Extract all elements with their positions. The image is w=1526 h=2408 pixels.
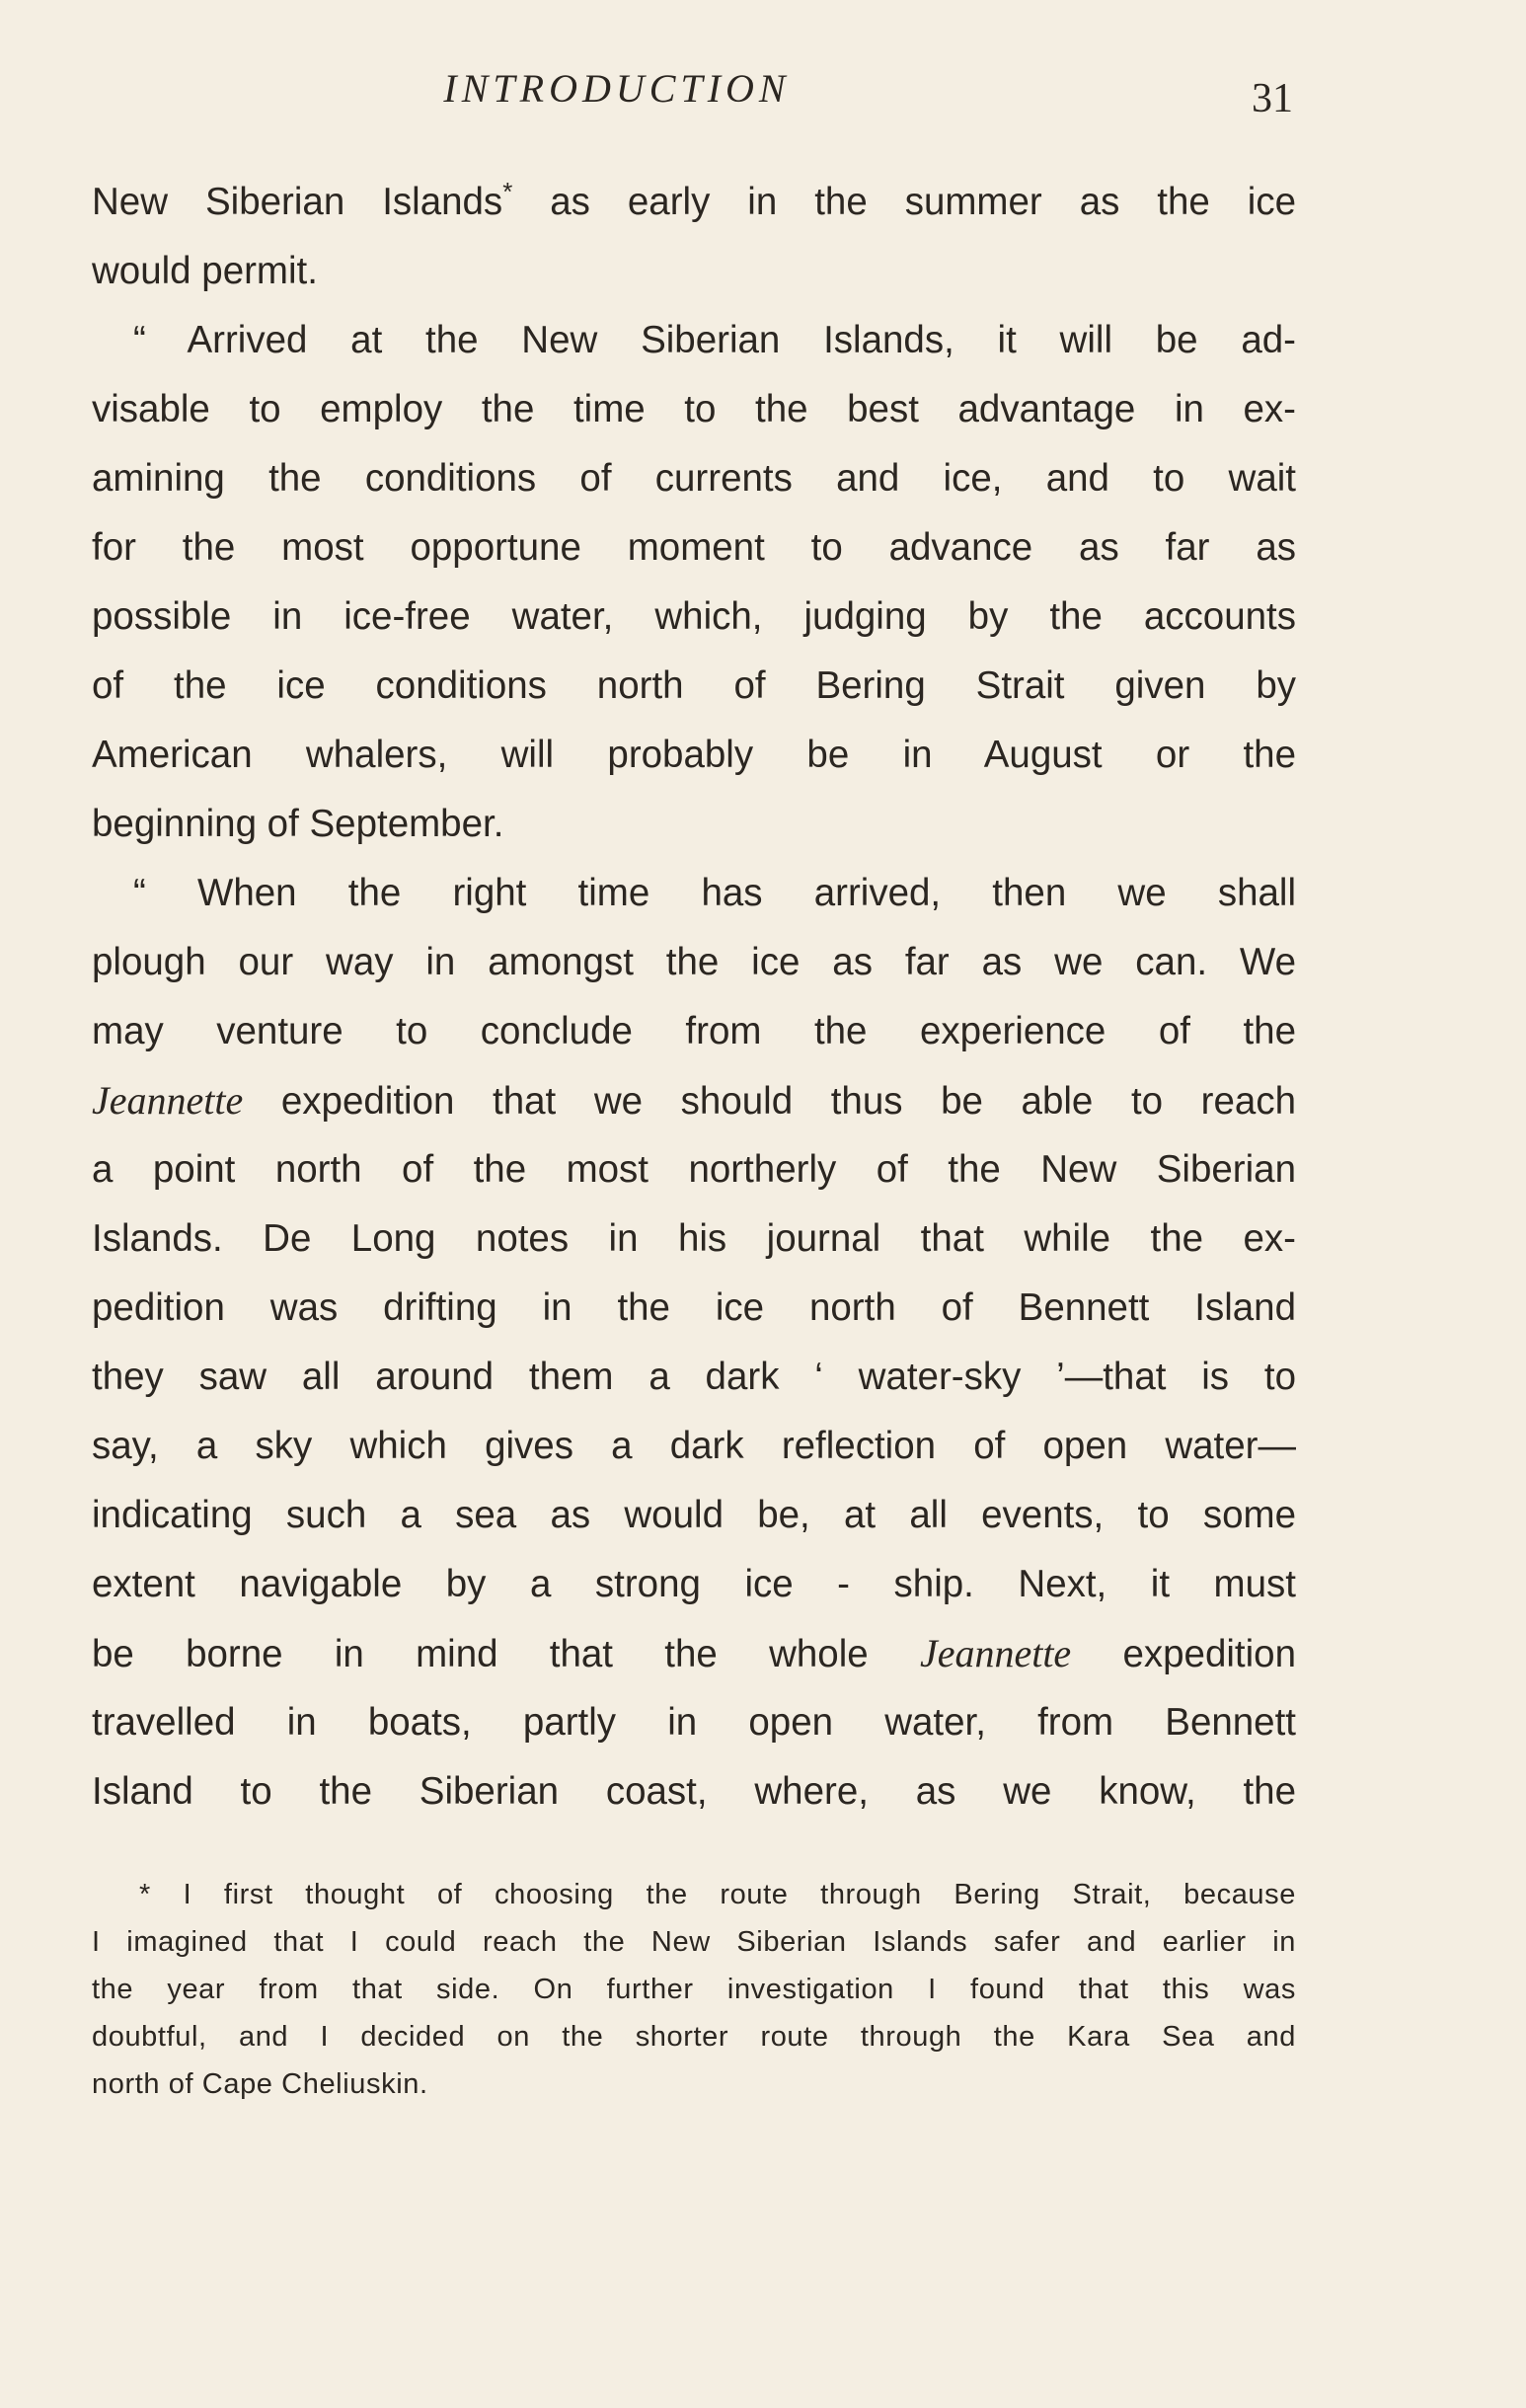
text-line: Islands. De Long notes in his journal that while the ex- [92, 1217, 1296, 1260]
text-line: may venture to conclude from the experience of the [92, 1010, 1296, 1052]
text-line [92, 168, 1296, 237]
text-span: expedition [1071, 1633, 1296, 1675]
text-line: say, a sky which gives a dark reflection of open water— [92, 1425, 1296, 1467]
text-line: would permit. [92, 250, 318, 292]
page-number: 31 [1252, 76, 1293, 121]
footnote-line: north of Cape Cheliuskin. [92, 2068, 428, 2100]
text-line: American whalers, will probably be in August or the [92, 734, 1296, 776]
running-title: INTRODUCTION [443, 66, 791, 111]
text-line: “ Arrived at the New Siberian Islands, it will be ad- [133, 319, 1296, 361]
text-line: they saw all around them a dark ‘ water-sky ’—that is to [92, 1356, 1296, 1398]
ship-name-italic: Jeannette [92, 1078, 244, 1123]
text-line: for the most opportune moment to advance as far as [92, 526, 1296, 569]
text-line [92, 1066, 1296, 1135]
text-line: amining the conditions of currents and ice, and to wait [92, 457, 1296, 500]
footnote-line: I imagined that I could reach the New Siberian Islands safer and earlier in [92, 1926, 1296, 1958]
text-line: possible in ice-free water, which, judging by the accounts [92, 595, 1296, 638]
running-head [0, 59, 1526, 121]
footnote-marker: * [502, 177, 513, 206]
body-text [92, 168, 1296, 1826]
text-line [92, 1619, 1296, 1688]
text-line: visable to employ the time to the best advantage in ex- [92, 388, 1296, 430]
text-span: be borne in mind that the whole [92, 1633, 920, 1675]
text-line: travelled in boats, partly in open water, from Bennett [92, 1701, 1296, 1744]
text-span: New Siberian Islands [92, 181, 503, 223]
footnote [92, 1871, 1296, 2108]
text-span: as early in the summer as the ice [512, 181, 1297, 223]
text-line: indicating such a sea as would be, at all events, to some [92, 1494, 1296, 1536]
footnote-line: the year from that side. On further investigation I found that this was [92, 1974, 1296, 2005]
text-line: beginning of September. [92, 803, 504, 845]
text-line: extent navigable by a strong ice - ship. Next, it must [92, 1563, 1296, 1605]
text-line: a point north of the most northerly of the New Siberian [92, 1148, 1296, 1191]
text-line: pedition was drifting in the ice north of Bennett Island [92, 1286, 1296, 1329]
ship-name-italic: Jeannette [919, 1631, 1072, 1675]
footnote-line: doubtful, and I decided on the shorter route through the Kara Sea and [92, 2021, 1296, 2053]
text-line: “ When the right time has arrived, then we shall [133, 872, 1296, 914]
footnote-line: * I first thought of choosing the route through Bering Strait, because [139, 1879, 1296, 1910]
text-line: of the ice conditions north of Bering Strait given by [92, 664, 1296, 707]
text-line: Island to the Siberian coast, where, as we know, the [92, 1770, 1296, 1813]
text-span: expedition that we should thus be able to reach [243, 1080, 1296, 1123]
text-line: plough our way in amongst the ice as far as we can. We [92, 941, 1296, 983]
